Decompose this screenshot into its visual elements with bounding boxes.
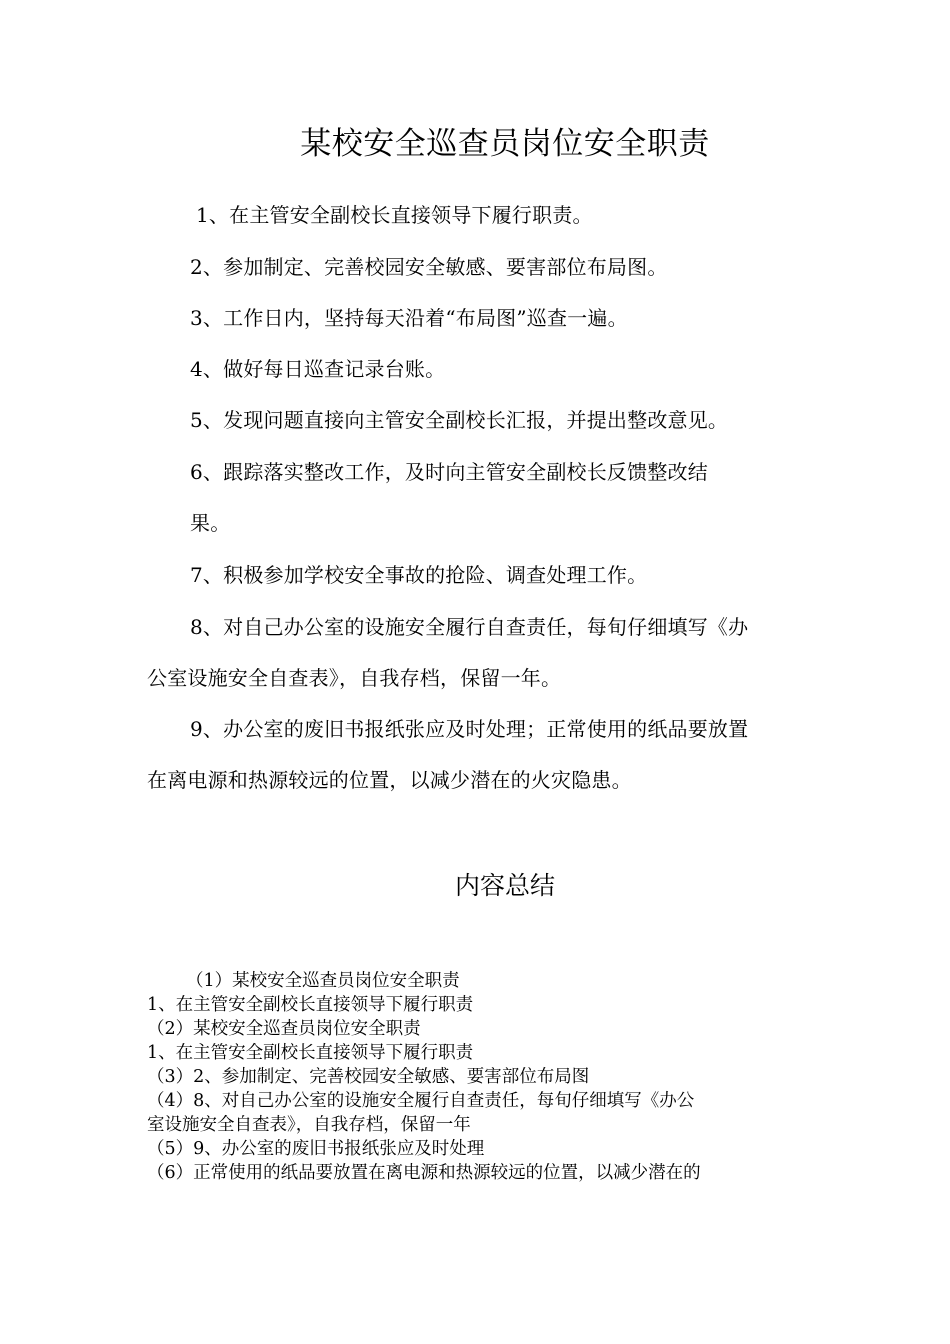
duty-item-1: 1、在主管安全副校长直接领导下履行职责。 [196, 203, 593, 227]
summary-line-7: 室设施安全自查表》，自我存档，保留一年 [147, 1115, 471, 1135]
summary-line-6: （4）8、对自己办公室的设施安全履行自查责任，每旬仔细填写《办公 [147, 1091, 695, 1111]
summary-title: 内容总结 [454, 871, 555, 900]
duty-item-6: 6、跟踪落实整改工作，及时向主管安全副校长反馈整改结 [190, 460, 708, 484]
duty-item-8-continued: 公室设施安全自查表》，自我存档，保留一年。 [147, 666, 562, 690]
summary-line-3: （2）某校安全巡查员岗位安全职责 [147, 1019, 421, 1039]
summary-line-5: （3）2、参加制定、完善校园安全敏感、要害部位布局图 [147, 1067, 590, 1087]
duty-item-6-continued: 果。 [190, 511, 231, 535]
duty-item-8: 8、对自己办公室的设施安全履行自查责任，每旬仔细填写《办 [190, 615, 749, 639]
duty-item-9-continued: 在离电源和热源较远的位置，以减少潜在的火灾隐患。 [147, 768, 632, 792]
duty-item-4: 4、做好每日巡查记录台账。 [190, 357, 446, 381]
summary-line-4: 1、在主管安全副校长直接领导下履行职责 [147, 1043, 474, 1063]
duty-item-9: 9、办公室的废旧书报纸张应及时处理；正常使用的纸品要放置 [190, 717, 749, 741]
summary-line-9: （6）正常使用的纸品要放置在离电源和热源较远的位置，以减少潜在的 [147, 1163, 701, 1183]
summary-line-8: （5）9、办公室的废旧书报纸张应及时处理 [147, 1139, 485, 1159]
duty-item-2: 2、参加制定、完善校园安全敏感、要害部位布局图。 [190, 255, 668, 279]
duty-item-5: 5、发现问题直接向主管安全副校长汇报，并提出整改意见。 [190, 408, 729, 432]
summary-line-1: （1）某校安全巡查员岗位安全职责 [186, 971, 460, 991]
duty-item-3: 3、工作日内，坚持每天沿着“布局图”巡查一遍。 [190, 306, 628, 330]
document-title: 某校安全巡查员岗位安全职责 [300, 126, 710, 162]
summary-line-2: 1、在主管安全副校长直接领导下履行职责 [147, 995, 474, 1015]
duty-item-7: 7、积极参加学校安全事故的抢险、调查处理工作。 [190, 563, 648, 587]
